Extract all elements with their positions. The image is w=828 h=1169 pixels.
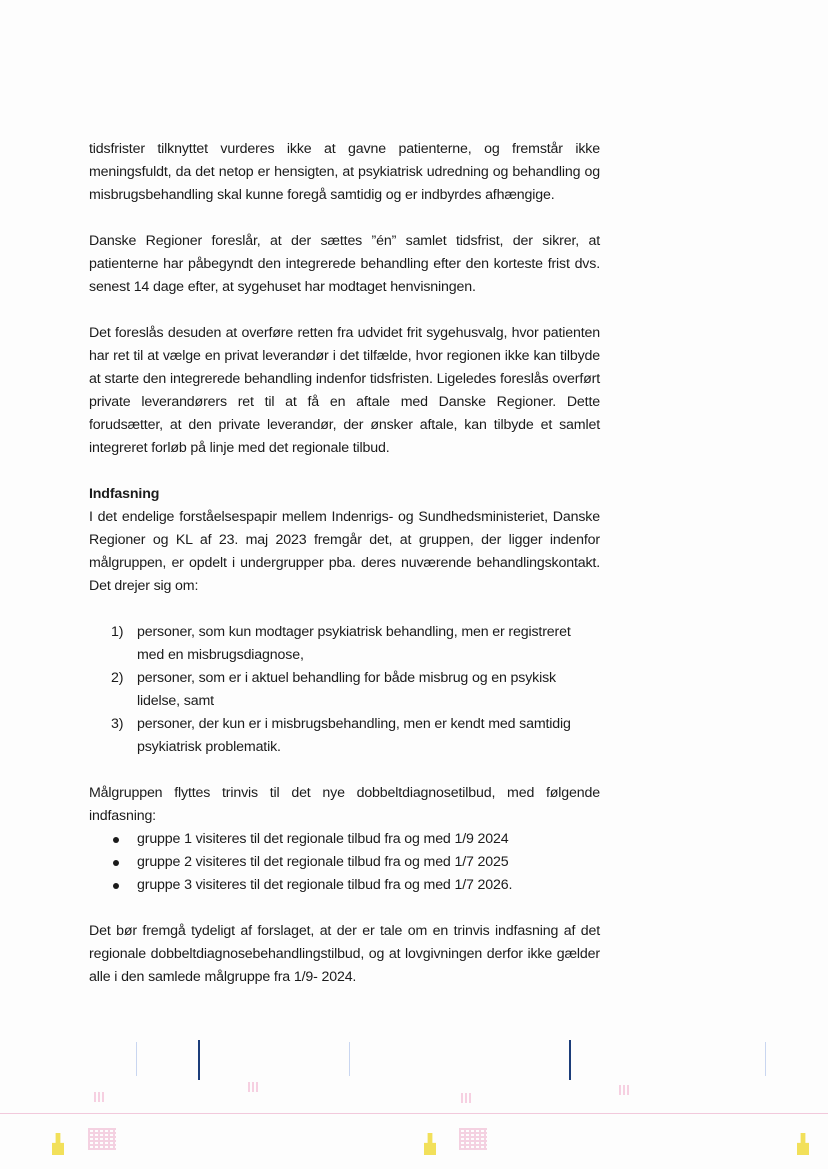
scan-artifact-mark — [459, 1128, 487, 1150]
bullet-icon — [113, 883, 119, 889]
scan-artifact-mark — [94, 1092, 104, 1102]
bullet-icon — [113, 860, 119, 866]
list-item-text: gruppe 1 visiteres til det regionale tilbud fra og med 1/9 2024 — [137, 831, 509, 847]
paragraph-forstaaelsespapir: I det endelige forståelsespapir mellem Indenrigs- og Sundhedsministeriet, Danske Regioner og KL af 23. maj 2023 fremgår det, at gruppen, der ligger indenfor målgruppen, er opdelt i undergrupper pba. deres nuværende behandlingskontakt. Det drejer sig om: — [89, 509, 600, 594]
numbered-list-item — [89, 667, 600, 713]
scan-artifact-line — [198, 1040, 200, 1080]
scan-artifact-line — [136, 1042, 137, 1076]
paragraph-frit-sygehusvalg: Det foreslås desuden at overføre retten fra udvidet frit sygehusvalg, hvor patienten har ret til at vælge en privat leverandør i det tilfælde, hvor regionen ikke kan tilbyde at starte den integrerede behandling indenfor tidsfristen. Ligeledes foreslås overført private leverandørers ret til at få en aftale med Danske Regioner. Dette forudsætter, at den private leverandør, der ønsker aftale, kan tilbyde et samlet integreret forløb på linje med det regionale tilbud. — [89, 325, 600, 456]
scan-artifact-line — [349, 1042, 350, 1076]
list-item-number: 2) — [111, 670, 124, 686]
document-body — [89, 138, 600, 989]
paragraph-maalgruppen: Målgruppen flyttes trinvis til det nye dobbeltdiagnosetilbud, med følgende indfasning: — [89, 785, 600, 824]
scan-artifact-mark — [88, 1128, 116, 1150]
numbered-list-undergrupper — [89, 621, 600, 759]
section-heading-indfasning: Indfasning — [89, 486, 160, 502]
scan-artifact-mark — [248, 1082, 258, 1092]
list-item-text: gruppe 2 visiteres til det regionale tilbud fra og med 1/7 2025 — [137, 854, 509, 870]
paragraph-samlet-tidsfrist: Danske Regioner foreslår, at der sættes ”én” samlet tidsfrist, der sikrer, at patienterne har påbegyndt den integrerede behandling efter den korteste frist dvs. senest 14 dage efter, at sygehuset har modtaget henvisningen. — [89, 233, 600, 295]
bullet-list-item — [89, 874, 600, 897]
list-item-number: 3) — [111, 716, 124, 732]
scan-artifact-line — [765, 1042, 766, 1076]
scan-artifact-mark — [424, 1133, 436, 1155]
bullet-list-gruppe-visitering — [89, 828, 600, 897]
list-item-text: gruppe 3 visiteres til det regionale tilbud fra og med 1/7 2026. — [137, 877, 513, 893]
list-item-number: 1) — [111, 624, 124, 640]
paragraph-tidsfrister: tidsfrister tilknyttet vurderes ikke at gavne patienterne, og fremstår ikke meningsfuldt, da det netop er hensigten, at psykiatrisk udredning og behandling og misbrugsbehandling skal kunne foregå samtidig og er indbyrdes afhængige. — [89, 141, 600, 203]
list-item-text: personer, som er i aktuel behandling for både misbrug og en psykisk lidelse, samt — [137, 670, 556, 709]
bullet-icon — [113, 837, 119, 843]
list-item-text: personer, der kun er i misbrugsbehandling, men er kendt med samtidig psykiatrisk problematik. — [137, 716, 571, 755]
scan-artifact-mark — [52, 1133, 64, 1155]
bullet-list-item — [89, 828, 600, 851]
scan-artifact-mark — [619, 1085, 629, 1095]
numbered-list-item — [89, 713, 600, 759]
scan-artifact-mark — [797, 1133, 809, 1155]
scan-artifact-mark — [461, 1093, 471, 1103]
scan-artifact-line — [0, 1113, 828, 1114]
list-item-text: personer, som kun modtager psykiatrisk behandling, men er registreret med en misbrugsdiagnose, — [137, 624, 571, 663]
bullet-list-item — [89, 851, 600, 874]
numbered-list-item — [89, 621, 600, 667]
paragraph-trinvis-indfasning: Det bør fremgå tydeligt af forslaget, at der er tale om en trinvis indfasning af det regionale dobbeltdiagnosebehandlingstilbud, og at lovgivningen derfor ikke gælder alle i den samlede målgruppe fra 1/9- 2024. — [89, 923, 600, 985]
scan-artifact-line — [569, 1040, 571, 1080]
